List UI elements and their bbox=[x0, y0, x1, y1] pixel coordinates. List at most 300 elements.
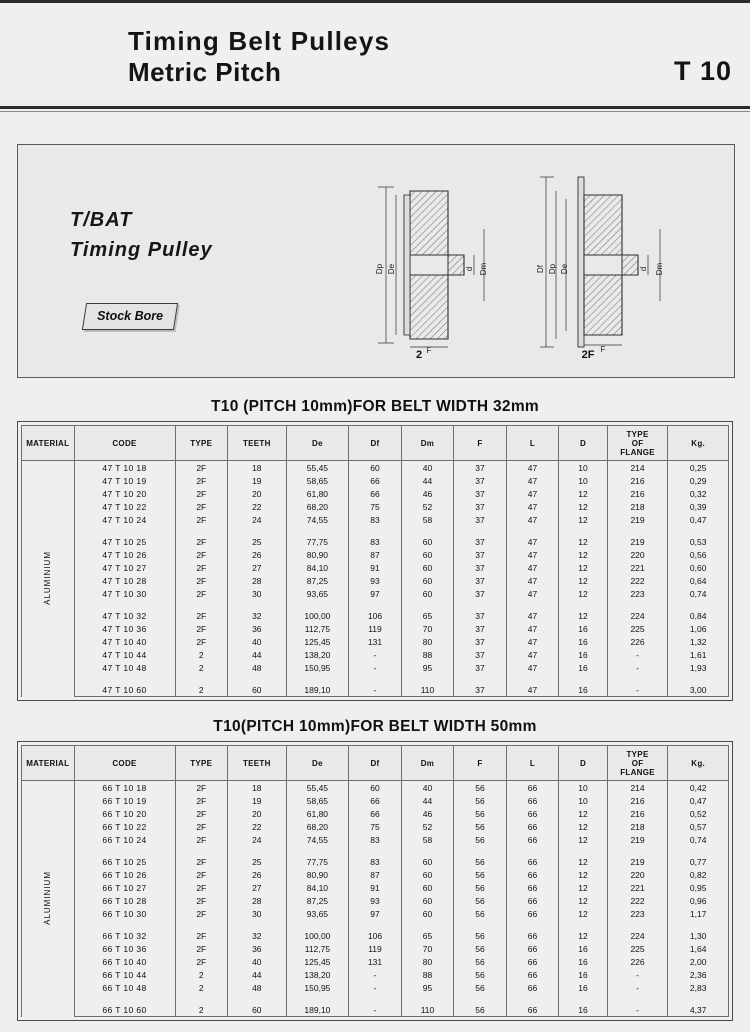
cell-f: 37 bbox=[454, 513, 507, 526]
cell-blank bbox=[559, 600, 607, 609]
cell-dm: 40 bbox=[401, 461, 454, 475]
cell-blank bbox=[349, 674, 402, 683]
cell-type: 2F bbox=[175, 513, 228, 526]
cell-l: 47 bbox=[506, 574, 559, 587]
cell-l: 66 bbox=[506, 942, 559, 955]
cell-d: 12 bbox=[559, 574, 607, 587]
cell-kg: 1,61 bbox=[668, 648, 729, 661]
cell-kg: 0,57 bbox=[668, 820, 729, 833]
cell-dm: 40 bbox=[401, 781, 454, 795]
svg-text:F: F bbox=[600, 345, 606, 354]
cell-blank bbox=[349, 920, 402, 929]
cell-de: 87,25 bbox=[286, 894, 349, 907]
table-row bbox=[22, 587, 729, 600]
cell-teeth: 24 bbox=[228, 513, 287, 526]
cell-blank bbox=[506, 920, 559, 929]
cell-type: 2F bbox=[175, 833, 228, 846]
cell-kg: 1,17 bbox=[668, 907, 729, 920]
cell-df: 87 bbox=[349, 868, 402, 881]
cell-teeth: 44 bbox=[228, 968, 287, 981]
material-cell: ALUMINIUM bbox=[22, 781, 75, 1017]
cell-blank bbox=[228, 846, 287, 855]
cell-f: 56 bbox=[454, 881, 507, 894]
svg-text:De: De bbox=[560, 263, 569, 275]
cell-blank bbox=[607, 674, 668, 683]
cell-d: 16 bbox=[559, 942, 607, 955]
cell-df: 106 bbox=[349, 609, 402, 622]
cell-f: 56 bbox=[454, 781, 507, 795]
cell-blank bbox=[668, 920, 729, 929]
page-title-line1: Timing Belt Pulleys bbox=[128, 26, 391, 56]
cell-df: 66 bbox=[349, 807, 402, 820]
cell-code: 47 T 10 20 bbox=[74, 487, 175, 500]
column-header-d: D bbox=[559, 746, 607, 781]
column-header-material: MATERIAL bbox=[22, 746, 75, 781]
cell-blank bbox=[228, 600, 287, 609]
cell-flange: 219 bbox=[607, 513, 668, 526]
cell-d: 12 bbox=[559, 820, 607, 833]
brand-line1: T/BAT bbox=[70, 209, 133, 231]
cell-code: 47 T 10 22 bbox=[74, 500, 175, 513]
cell-df: - bbox=[349, 981, 402, 994]
column-header-type: TYPE bbox=[175, 426, 228, 461]
cell-blank bbox=[401, 526, 454, 535]
column-header-material: MATERIAL bbox=[22, 426, 75, 461]
cell-dm: 95 bbox=[401, 981, 454, 994]
stock-bore-label: Stock Bore bbox=[97, 309, 164, 323]
cell-code: 47 T 10 19 bbox=[74, 474, 175, 487]
cell-dm: 95 bbox=[401, 661, 454, 674]
cell-d: 12 bbox=[559, 487, 607, 500]
table-row bbox=[22, 1003, 729, 1017]
cell-type: 2 bbox=[175, 648, 228, 661]
table-row bbox=[22, 868, 729, 881]
cell-blank bbox=[668, 674, 729, 683]
cell-d: 10 bbox=[559, 794, 607, 807]
column-header-f: F bbox=[454, 426, 507, 461]
cell-flange: - bbox=[607, 683, 668, 697]
cell-teeth: 19 bbox=[228, 474, 287, 487]
cell-f: 56 bbox=[454, 794, 507, 807]
cell-kg: 0,84 bbox=[668, 609, 729, 622]
cell-df: 87 bbox=[349, 548, 402, 561]
cell-d: 16 bbox=[559, 683, 607, 697]
cell-blank bbox=[401, 674, 454, 683]
column-header-teeth: TEETH bbox=[228, 746, 287, 781]
cell-type: 2F bbox=[175, 907, 228, 920]
cell-df: - bbox=[349, 968, 402, 981]
cell-blank bbox=[228, 526, 287, 535]
cell-blank bbox=[454, 600, 507, 609]
cell-d: 12 bbox=[559, 807, 607, 820]
cell-d: 12 bbox=[559, 833, 607, 846]
cell-d: 12 bbox=[559, 500, 607, 513]
cell-teeth: 27 bbox=[228, 561, 287, 574]
cell-blank bbox=[607, 600, 668, 609]
cell-type: 2F bbox=[175, 500, 228, 513]
cell-blank bbox=[349, 600, 402, 609]
cell-blank bbox=[559, 526, 607, 535]
cell-blank bbox=[175, 994, 228, 1003]
cell-teeth: 26 bbox=[228, 548, 287, 561]
cell-d: 12 bbox=[559, 609, 607, 622]
cell-l: 66 bbox=[506, 929, 559, 942]
cell-type: 2 bbox=[175, 1003, 228, 1017]
cell-kg: 0,60 bbox=[668, 561, 729, 574]
cell-f: 56 bbox=[454, 907, 507, 920]
section-title-1: T10 (PITCH 10mm)FOR BELT WIDTH 32mm bbox=[211, 398, 539, 415]
section-title-2: T10(PITCH 10mm)FOR BELT WIDTH 50mm bbox=[213, 718, 537, 735]
cell-flange: 216 bbox=[607, 474, 668, 487]
cell-blank bbox=[506, 674, 559, 683]
column-header-dm: Dm bbox=[401, 746, 454, 781]
cell-kg: 1,64 bbox=[668, 942, 729, 955]
cell-blank bbox=[454, 994, 507, 1003]
cell-l: 47 bbox=[506, 561, 559, 574]
cell-type: 2F bbox=[175, 461, 228, 475]
cell-de: 125,45 bbox=[286, 635, 349, 648]
cell-kg: 2,36 bbox=[668, 968, 729, 981]
cell-dm: 88 bbox=[401, 968, 454, 981]
cell-f: 37 bbox=[454, 461, 507, 475]
cell-de: 93,65 bbox=[286, 907, 349, 920]
cell-f: 56 bbox=[454, 929, 507, 942]
cell-l: 47 bbox=[506, 548, 559, 561]
cell-d: 16 bbox=[559, 955, 607, 968]
cell-d: 12 bbox=[559, 548, 607, 561]
cell-dm: 46 bbox=[401, 487, 454, 500]
cell-dm: 110 bbox=[401, 1003, 454, 1017]
column-header-f: F bbox=[454, 746, 507, 781]
cell-f: 56 bbox=[454, 981, 507, 994]
cell-df: 119 bbox=[349, 942, 402, 955]
cell-f: 56 bbox=[454, 955, 507, 968]
cell-kg: 0,25 bbox=[668, 461, 729, 475]
cell-code: 47 T 10 32 bbox=[74, 609, 175, 622]
cell-df: 91 bbox=[349, 561, 402, 574]
cell-kg: 0,29 bbox=[668, 474, 729, 487]
cell-code: 47 T 10 27 bbox=[74, 561, 175, 574]
cell-f: 37 bbox=[454, 535, 507, 548]
svg-text:Df: Df bbox=[536, 265, 545, 273]
table-row bbox=[22, 833, 729, 846]
cell-flange: 226 bbox=[607, 635, 668, 648]
cell-code: 66 T 10 20 bbox=[74, 807, 175, 820]
cell-d: 12 bbox=[559, 907, 607, 920]
cell-kg: 0,74 bbox=[668, 587, 729, 600]
cell-f: 56 bbox=[454, 833, 507, 846]
svg-text:Dp: Dp bbox=[548, 263, 557, 275]
cell-blank bbox=[286, 600, 349, 609]
cell-type: 2F bbox=[175, 955, 228, 968]
table-row bbox=[22, 881, 729, 894]
cell-flange: 216 bbox=[607, 794, 668, 807]
figure-panel bbox=[17, 144, 735, 378]
cell-code: 66 T 10 40 bbox=[74, 955, 175, 968]
cell-de: 61,80 bbox=[286, 807, 349, 820]
cell-l: 66 bbox=[506, 807, 559, 820]
cell-kg: 0,47 bbox=[668, 513, 729, 526]
table-row bbox=[22, 635, 729, 648]
table-row bbox=[22, 535, 729, 548]
column-header-l: L bbox=[506, 426, 559, 461]
cell-blank bbox=[349, 846, 402, 855]
cell-code: 66 T 10 27 bbox=[74, 881, 175, 894]
cell-blank bbox=[286, 846, 349, 855]
svg-text:Dp: Dp bbox=[375, 263, 384, 275]
cell-d: 16 bbox=[559, 648, 607, 661]
cell-blank bbox=[401, 846, 454, 855]
cell-type: 2F bbox=[175, 609, 228, 622]
cell-df: - bbox=[349, 661, 402, 674]
column-header-code: CODE bbox=[74, 426, 175, 461]
cell-dm: 70 bbox=[401, 942, 454, 955]
cell-teeth: 28 bbox=[228, 894, 287, 907]
cell-df: 66 bbox=[349, 794, 402, 807]
column-header-teeth: TEETH bbox=[228, 426, 287, 461]
cell-blank bbox=[506, 846, 559, 855]
cell-flange: 214 bbox=[607, 461, 668, 475]
cell-type: 2F bbox=[175, 781, 228, 795]
cell-de: 74,55 bbox=[286, 513, 349, 526]
cell-l: 47 bbox=[506, 461, 559, 475]
cell-dm: 60 bbox=[401, 868, 454, 881]
cell-blank bbox=[401, 994, 454, 1003]
cell-flange: - bbox=[607, 981, 668, 994]
cell-teeth: 60 bbox=[228, 1003, 287, 1017]
column-header-de: De bbox=[286, 426, 349, 461]
cell-blank bbox=[228, 920, 287, 929]
cell-blank bbox=[175, 600, 228, 609]
cell-flange: 223 bbox=[607, 907, 668, 920]
cell-code: 66 T 10 44 bbox=[74, 968, 175, 981]
cell-blank bbox=[454, 846, 507, 855]
cell-de: 80,90 bbox=[286, 548, 349, 561]
cell-dm: 65 bbox=[401, 609, 454, 622]
cell-de: 55,45 bbox=[286, 781, 349, 795]
cell-flange: - bbox=[607, 661, 668, 674]
cell-teeth: 36 bbox=[228, 622, 287, 635]
cell-kg: 0,39 bbox=[668, 500, 729, 513]
cell-blank bbox=[74, 674, 175, 683]
cell-dm: 44 bbox=[401, 794, 454, 807]
cell-type: 2F bbox=[175, 929, 228, 942]
cell-type: 2F bbox=[175, 881, 228, 894]
cell-dm: 46 bbox=[401, 807, 454, 820]
cell-d: 10 bbox=[559, 474, 607, 487]
table-row bbox=[22, 548, 729, 561]
cell-flange: - bbox=[607, 968, 668, 981]
svg-text:F: F bbox=[426, 346, 432, 354]
table-row bbox=[22, 661, 729, 674]
cell-de: 189,10 bbox=[286, 683, 349, 697]
cell-l: 47 bbox=[506, 635, 559, 648]
cell-kg: 4,37 bbox=[668, 1003, 729, 1017]
cell-kg: 0,47 bbox=[668, 794, 729, 807]
table-row bbox=[22, 968, 729, 981]
cell-l: 47 bbox=[506, 661, 559, 674]
cell-de: 55,45 bbox=[286, 461, 349, 475]
cell-d: 12 bbox=[559, 881, 607, 894]
cell-de: 84,10 bbox=[286, 881, 349, 894]
cell-code: 47 T 10 18 bbox=[74, 461, 175, 475]
cell-teeth: 44 bbox=[228, 648, 287, 661]
cell-blank bbox=[668, 526, 729, 535]
cell-df: 93 bbox=[349, 894, 402, 907]
cell-df: 97 bbox=[349, 907, 402, 920]
column-header-code: CODE bbox=[74, 746, 175, 781]
column-header-kg: Kg. bbox=[668, 426, 729, 461]
cell-d: 10 bbox=[559, 781, 607, 795]
cell-de: 138,20 bbox=[286, 968, 349, 981]
cell-flange: 219 bbox=[607, 855, 668, 868]
cell-dm: 65 bbox=[401, 929, 454, 942]
cell-type: 2F bbox=[175, 794, 228, 807]
stock-bore-badge bbox=[82, 303, 178, 330]
cell-de: 100,00 bbox=[286, 929, 349, 942]
table-row bbox=[22, 648, 729, 661]
column-header-df: Df bbox=[349, 746, 402, 781]
cell-d: 16 bbox=[559, 661, 607, 674]
cell-teeth: 40 bbox=[228, 635, 287, 648]
cell-l: 47 bbox=[506, 500, 559, 513]
column-header-dm: Dm bbox=[401, 426, 454, 461]
table-header-row bbox=[22, 426, 729, 461]
cell-dm: 60 bbox=[401, 894, 454, 907]
table-row bbox=[22, 820, 729, 833]
cell-blank bbox=[559, 674, 607, 683]
cell-blank bbox=[286, 994, 349, 1003]
cell-kg: 0,32 bbox=[668, 487, 729, 500]
cell-blank bbox=[74, 600, 175, 609]
cell-l: 66 bbox=[506, 781, 559, 795]
cell-l: 66 bbox=[506, 868, 559, 881]
table-row bbox=[22, 500, 729, 513]
table-row-spacer bbox=[22, 920, 729, 929]
cell-flange: 216 bbox=[607, 807, 668, 820]
cell-code: 66 T 10 36 bbox=[74, 942, 175, 955]
cell-f: 37 bbox=[454, 548, 507, 561]
cell-de: 93,65 bbox=[286, 587, 349, 600]
cell-type: 2F bbox=[175, 622, 228, 635]
table-row bbox=[22, 955, 729, 968]
cell-df: 75 bbox=[349, 820, 402, 833]
column-header-type-of-flange: TYPE OF FLANGE bbox=[607, 426, 668, 461]
cell-type: 2F bbox=[175, 894, 228, 907]
cell-f: 56 bbox=[454, 855, 507, 868]
cell-teeth: 60 bbox=[228, 683, 287, 697]
cell-code: 66 T 10 32 bbox=[74, 929, 175, 942]
column-header-kg: Kg. bbox=[668, 746, 729, 781]
cell-teeth: 32 bbox=[228, 929, 287, 942]
cell-kg: 0,56 bbox=[668, 548, 729, 561]
table-row-spacer bbox=[22, 600, 729, 609]
cell-blank bbox=[607, 846, 668, 855]
cell-code: 47 T 10 30 bbox=[74, 587, 175, 600]
cell-df: 83 bbox=[349, 513, 402, 526]
cell-df: 131 bbox=[349, 955, 402, 968]
cell-type: 2F bbox=[175, 587, 228, 600]
cell-f: 56 bbox=[454, 820, 507, 833]
cell-code: 47 T 10 26 bbox=[74, 548, 175, 561]
table-row bbox=[22, 942, 729, 955]
cell-df: 93 bbox=[349, 574, 402, 587]
spec-table bbox=[21, 425, 729, 697]
table-row bbox=[22, 794, 729, 807]
table-row bbox=[22, 781, 729, 795]
cell-f: 37 bbox=[454, 635, 507, 648]
cell-l: 47 bbox=[506, 587, 559, 600]
cell-blank bbox=[559, 920, 607, 929]
cell-type: 2 bbox=[175, 981, 228, 994]
cell-kg: 1,93 bbox=[668, 661, 729, 674]
table-row bbox=[22, 574, 729, 587]
spec-table-32mm bbox=[17, 421, 733, 701]
cell-flange: 222 bbox=[607, 574, 668, 587]
cell-de: 61,80 bbox=[286, 487, 349, 500]
cell-teeth: 30 bbox=[228, 907, 287, 920]
cell-d: 10 bbox=[559, 461, 607, 475]
cell-flange: 221 bbox=[607, 881, 668, 894]
cell-type: 2F bbox=[175, 820, 228, 833]
cell-dm: 60 bbox=[401, 855, 454, 868]
cell-df: 91 bbox=[349, 881, 402, 894]
cell-l: 66 bbox=[506, 968, 559, 981]
figure-label-type-2: 2 bbox=[415, 349, 423, 361]
cell-kg: 0,53 bbox=[668, 535, 729, 548]
column-header-d: D bbox=[559, 426, 607, 461]
cell-dm: 60 bbox=[401, 535, 454, 548]
cell-code: 47 T 10 25 bbox=[74, 535, 175, 548]
cell-blank bbox=[559, 846, 607, 855]
cell-de: 84,10 bbox=[286, 561, 349, 574]
cell-l: 66 bbox=[506, 981, 559, 994]
cell-dm: 58 bbox=[401, 833, 454, 846]
cell-l: 66 bbox=[506, 855, 559, 868]
cell-code: 66 T 10 18 bbox=[74, 781, 175, 795]
cell-blank bbox=[454, 674, 507, 683]
cell-teeth: 19 bbox=[228, 794, 287, 807]
cell-d: 16 bbox=[559, 1003, 607, 1017]
cell-df: 131 bbox=[349, 635, 402, 648]
column-header-type: TYPE bbox=[175, 746, 228, 781]
cell-f: 37 bbox=[454, 661, 507, 674]
cell-d: 16 bbox=[559, 635, 607, 648]
cell-type: 2F bbox=[175, 561, 228, 574]
cell-flange: 214 bbox=[607, 781, 668, 795]
cell-l: 47 bbox=[506, 513, 559, 526]
cell-blank bbox=[401, 920, 454, 929]
cell-l: 66 bbox=[506, 881, 559, 894]
cell-blank bbox=[668, 994, 729, 1003]
cell-blank bbox=[74, 846, 175, 855]
cell-de: 87,25 bbox=[286, 574, 349, 587]
cell-teeth: 40 bbox=[228, 955, 287, 968]
cell-blank bbox=[286, 920, 349, 929]
table-row bbox=[22, 622, 729, 635]
table-row bbox=[22, 683, 729, 697]
cell-kg: 0,82 bbox=[668, 868, 729, 881]
cell-code: 66 T 10 48 bbox=[74, 981, 175, 994]
pulley-drawing-type-2 bbox=[338, 169, 518, 354]
cell-code: 47 T 10 44 bbox=[74, 648, 175, 661]
cell-blank bbox=[175, 846, 228, 855]
cell-df: 75 bbox=[349, 500, 402, 513]
table-row bbox=[22, 907, 729, 920]
cell-d: 12 bbox=[559, 513, 607, 526]
cell-type: 2F bbox=[175, 807, 228, 820]
brand-block bbox=[70, 205, 213, 265]
